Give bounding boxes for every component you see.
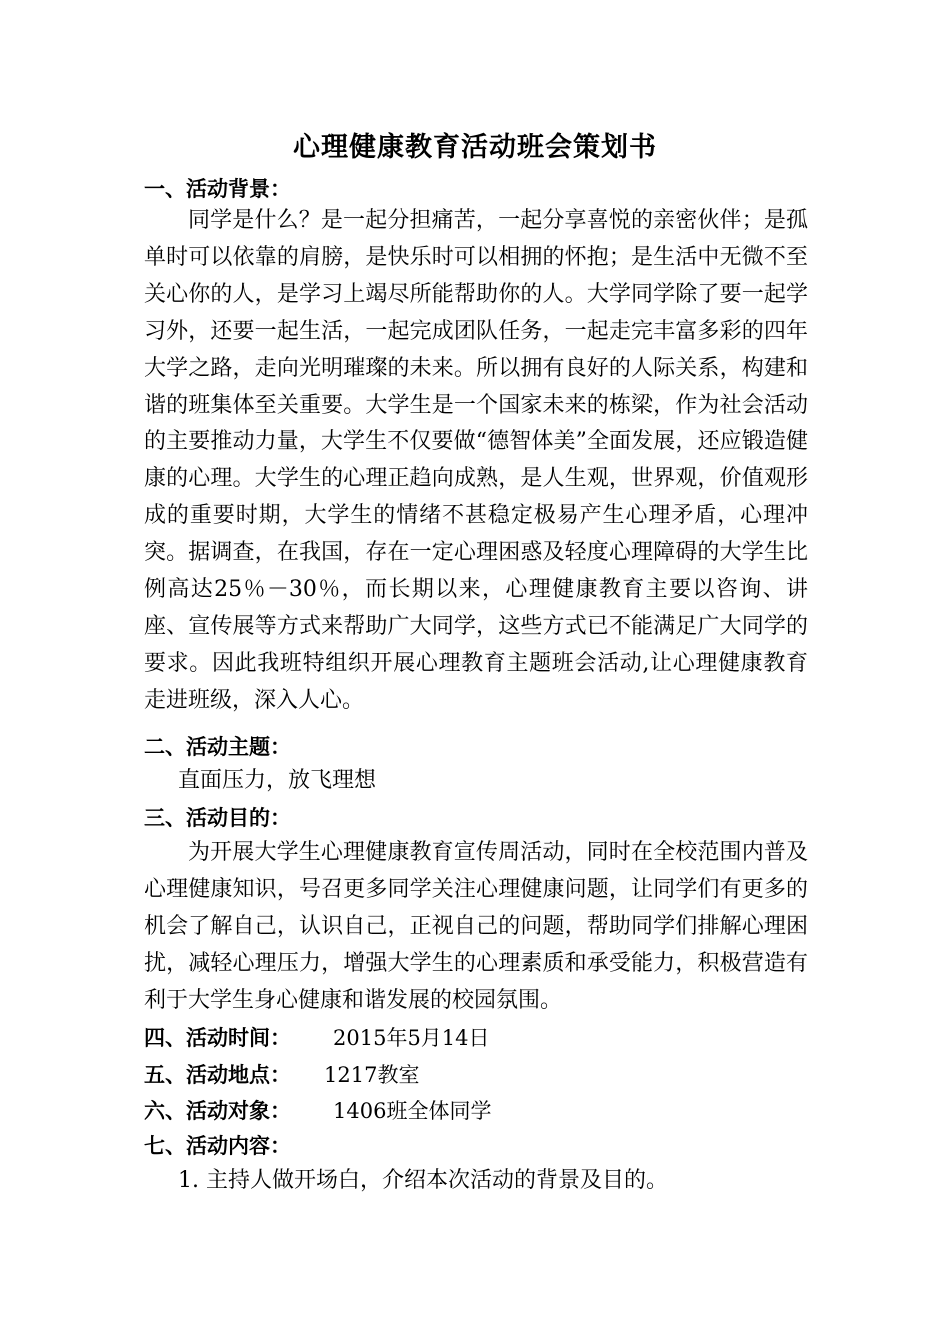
section-heading-background: 一、活动背景：: [144, 176, 291, 201]
audience-label: 六、活动对象：: [144, 1098, 291, 1123]
section-heading-content: 七、活动内容：: [144, 1133, 291, 1158]
section-audience: [144, 1096, 491, 1126]
document-title: 心理健康教育活动班会策划书: [293, 132, 657, 163]
purpose-paragraph: 为开展大学生心理健康教育宣传周活动，同时在全校范围内普及心理健康知识，号召更多同学关注心理健康问题，让同学们有更多的机会了解自己，认识自己，正视自己的问题，帮助同学们排解心理困扰，减轻心理压力，增强大学生的心理素质和承受能力，积极营造有利于大学生身心健康和谐发展的校园氛围。: [144, 840, 808, 1013]
theme-text: 直面压力，放飞理想: [178, 768, 377, 793]
section-location: [144, 1060, 419, 1090]
location-value: 1217教室: [324, 1063, 420, 1087]
time-value: 2015年5月14日: [333, 1026, 490, 1050]
section-heading-purpose: 三、活动目的：: [144, 805, 291, 830]
location-label: 五、活动地点：: [144, 1062, 291, 1087]
section-time: [144, 1023, 490, 1053]
background-paragraph: 同学是什么？是一起分担痛苦，一起分享喜悦的亲密伙伴；是孤单时可以依靠的肩膀，是快乐时可以相拥的怀抱；是生活中无微不至关心你的人，是学习上竭尽所能帮助你的人。大学同学除了要一起学习外，还要一起生活，一起完成团队任务，一起走完丰富多彩的四年大学之路，走向光明璀璨的未来。所以拥有良好的人际关系，构建和谐的班集体至关重要。大学生是一个国家未来的栋梁，作为社会活动的主要推动力量，大学生不仅要做“德智体美”全面发展，还应锻造健康的心理。大学生的心理正趋向成熟，是人生观，世界观，价值观形成的重要时期，大学生的情绪不甚稳定极易产生心理矛盾，心理冲突。据调查，在我国，存在一定心理困惑及轻度心理障碍的大学生比例高达25％－30％，而长期以来，心理健康教育主要以咨询、讲座、宣传展等方式来帮助广大同学，这些方式已不能满足广大同学的要求。因此我班特组织开展心理教育主题班会活动,让心理健康教育走进班级，深入人心。: [144, 208, 808, 713]
time-label: 四、活动时间：: [144, 1025, 291, 1050]
section-heading-theme: 二、活动主题：: [144, 734, 291, 759]
audience-value: 1406班全体同学: [333, 1099, 492, 1123]
content-item-1: 1. 主持人做开场白，介绍本次活动的背景及目的。: [178, 1168, 668, 1193]
